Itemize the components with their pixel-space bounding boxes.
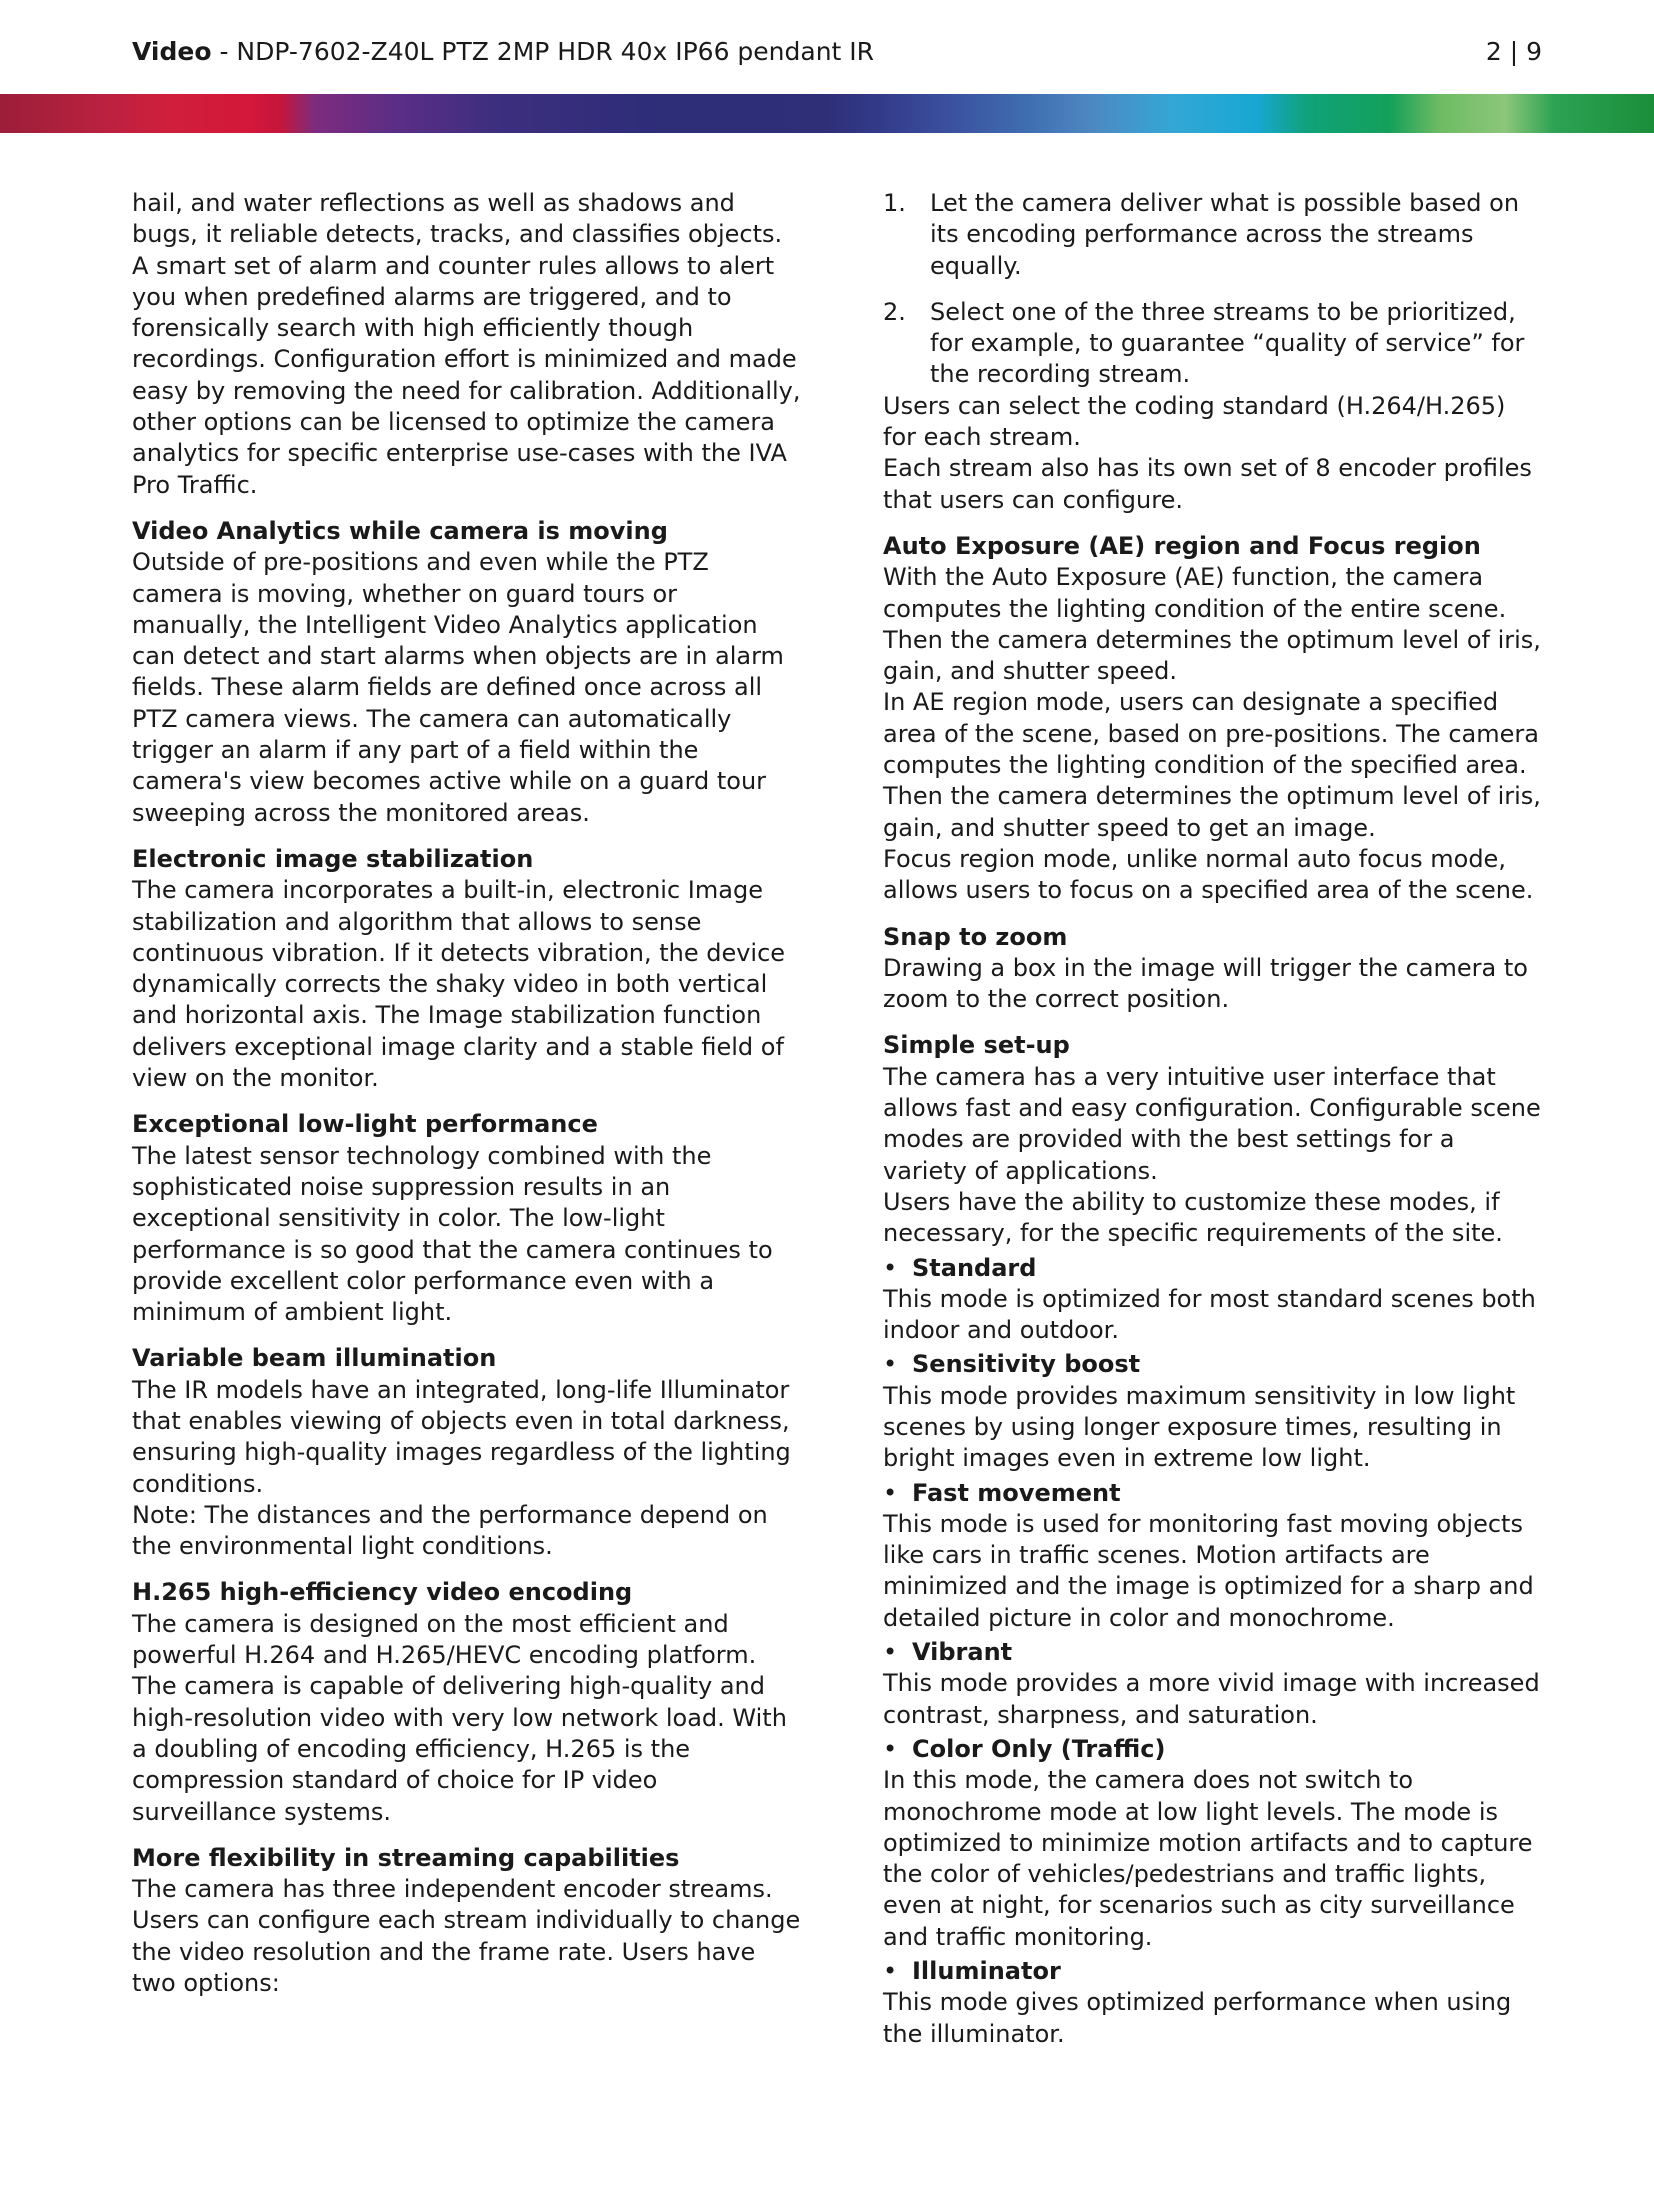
header-title-product: - NDP-7602-Z40L PTZ 2MP HDR 40x IP66 pendant IR [211,37,875,66]
mode-title: Color Only (Traffic) [912,1734,1166,1763]
section-text: In AE region mode, users can designate a specified area of the scene, based on pre-positions. The camera computes the lighting condition of the specified area. Then the camera determines the optimum level of iris, gain, and shutter speed to get an image. [883,688,1541,842]
mode-illuminator [883,1956,1543,2050]
section-text: The camera has a very intuitive user interface that allows fast and easy configuration. Configurable scene modes are provided with the best settings for a variety of applications. [883,1062,1541,1185]
mode-title: Illuminator [912,1957,1061,1986]
section-heading: H.265 high-efficiency video encoding [132,1578,633,1607]
section-snap-to-zoom [883,922,1543,1016]
list-item-text: Let the camera deliver what is possible based on its encoding performance across the streams equally. [930,189,1520,280]
list-number: 2. [883,297,906,326]
section-text: The camera has three independent encoder streams. Users can configure each stream individually to change the video resolution and the frame rate. Users have two options: [132,1875,801,1998]
section-heading: Video Analytics while camera is moving [132,516,668,545]
section-video-analytics-moving [132,516,802,829]
page-header [132,34,1542,74]
mode-text: This mode is optimized for most standard scenes both indoor and outdoor. [883,1284,1536,1345]
mode-text: This mode provides maximum sensitivity in low light scenes by using longer exposure times, resulting in bright images even in extreme low light. [883,1381,1516,1473]
list-number: 1. [883,189,906,217]
brand-color-band [0,94,1654,133]
section-text: Outside of pre-positions and even while the PTZ camera is moving, whether on guard tours or manually, the Intelligent Video Analytics application can detect and start alarms when objects are in alarm fields. These alarm fields are defined once across all PTZ camera views. The camera can automatically trigger an alarm if any part of a field within the camera's view becomes active while on a guard tour sweeping across the monitored areas. [132,548,784,827]
section-heading: Auto Exposure (AE) region and Focus region [883,531,1481,560]
streaming-options-list [883,188,1543,391]
mode-fast-movement [883,1478,1543,1634]
mode-text: This mode is used for monitoring fast moving objects like cars in traffic scenes. Motion artifacts are minimized and the image is optimized for a sharp and detailed picture in color and monochrome. [883,1509,1534,1632]
mode-title: Sensitivity boost [912,1350,1141,1379]
section-h265 [132,1577,802,1827]
header-title-bold: Video [132,37,212,66]
section-text: Drawing a box in the image will trigger the camera to zoom to the correct position. [883,953,1528,1014]
list-item [883,188,1543,282]
section-note: Note: The distances and the performance depend on the environmental light conditions. [132,1500,768,1561]
section-low-light [132,1109,802,1328]
mode-sensitivity-boost [883,1349,1543,1474]
bullet-icon: • [883,1478,898,1507]
mode-text: This mode gives optimized performance when using the illuminator. [883,1988,1512,2048]
mode-title: Fast movement [912,1478,1121,1507]
encoder-profiles-note: Each stream also has its own set of 8 encoder profiles that users can configure. [883,454,1532,514]
section-auto-exposure [883,531,1543,907]
section-text: Users have the ability to customize these modes, if necessary, for the specific requirements of the site. [883,1187,1503,1248]
list-item-text: Select one of the three streams to be prioritized, for example, to guarantee “quality of service” for the recording stream. [930,297,1525,389]
mode-title: Standard [912,1253,1037,1282]
bullet-icon: • [883,1350,898,1379]
left-column [132,188,802,2014]
intro-paragraph: hail, and water reflections as well as shadows and bugs, it reliable detects, tracks, and classifies objects. A smart set of alarm and counter rules allows to alert you when predefined alarms are triggered, and to forensically search with high efficiently though recordings. Configuration effort is minimized and made easy by removing the need for calibration. Additionally, other options can be licensed to optimize the camera analytics for specific enterprise use-cases with the IVA Pro Traffic. [132,189,801,499]
right-column [883,188,1543,2053]
bullet-icon: • [883,1957,898,1986]
streaming-notes [883,391,1543,516]
mode-text: In this mode, the camera does not switch to monochrome mode at low light levels. The mode is optimized to minimize motion artifacts and to capture the color of vehicles/pedestrians and traffic lights, even at night, for scenarios such as city surveillance and traffic monitoring. [883,1766,1533,1951]
section-heading: Snap to zoom [883,922,1068,951]
page-number: 2 | 9 [1485,37,1542,66]
bullet-icon: • [883,1253,898,1282]
section-heading: Electronic image stabilization [132,844,534,873]
section-text: The camera is designed on the most efficient and powerful H.264 and H.265/HEVC encoding platform. The camera is capable of delivering high-quality and high-resolution video with very low network load. With a doubling of encoding efficiency, H.265 is the compression standard of choice for IP video surveillance systems. [132,1609,787,1826]
mode-title: Vibrant [912,1638,1013,1667]
section-heading: Exceptional low-light performance [132,1110,598,1139]
section-heading: More flexibility in streaming capabilities [132,1843,680,1872]
section-text: The latest sensor technology combined with the sophisticated noise suppression results in an exceptional sensitivity in color. The low-light performance is so good that the camera continues to provide excellent color performance even with a minimum of ambient light. [132,1141,773,1327]
mode-text: This mode provides a more vivid image with increased contrast, sharpness, and saturation. [883,1669,1540,1729]
list-item [883,297,1543,391]
mode-standard [883,1253,1543,1347]
mode-color-only-traffic [883,1734,1543,1953]
section-text: The camera incorporates a built-in, electronic Image stabilization and algorithm that allows to sense continuous vibration. If it detects vibration, the device dynamically corrects the shaky video in both vertical and horizontal axis. The Image stabilization function delivers exceptional image clarity and a stable field of view on the monitor. [132,876,786,1093]
section-text: With the Auto Exposure (AE) function, the camera computes the lighting condition of the entire scene. Then the camera determines the optimum level of iris, gain, and shutter speed. [883,563,1541,686]
section-image-stabilization [132,844,802,1094]
section-simple-setup [883,1030,1543,1249]
section-heading: Variable beam illumination [132,1344,497,1373]
section-text: The IR models have an integrated, long-life Illuminator that enables viewing of objects even in total darkness, ensuring high-quality images regardless of the lighting conditions. [132,1375,791,1498]
mode-vibrant [883,1637,1543,1731]
section-text: Focus region mode, unlike normal auto focus mode, allows users to focus on a specified area of the scene. [883,844,1534,905]
section-heading: Simple set-up [883,1031,1070,1060]
bullet-icon: • [883,1638,898,1667]
section-streaming [132,1843,802,1999]
bullet-icon: • [883,1734,898,1763]
section-variable-beam [132,1343,802,1562]
coding-standard-note: Users can select the coding standard (H.264/H.265) for each stream. [883,391,1506,452]
